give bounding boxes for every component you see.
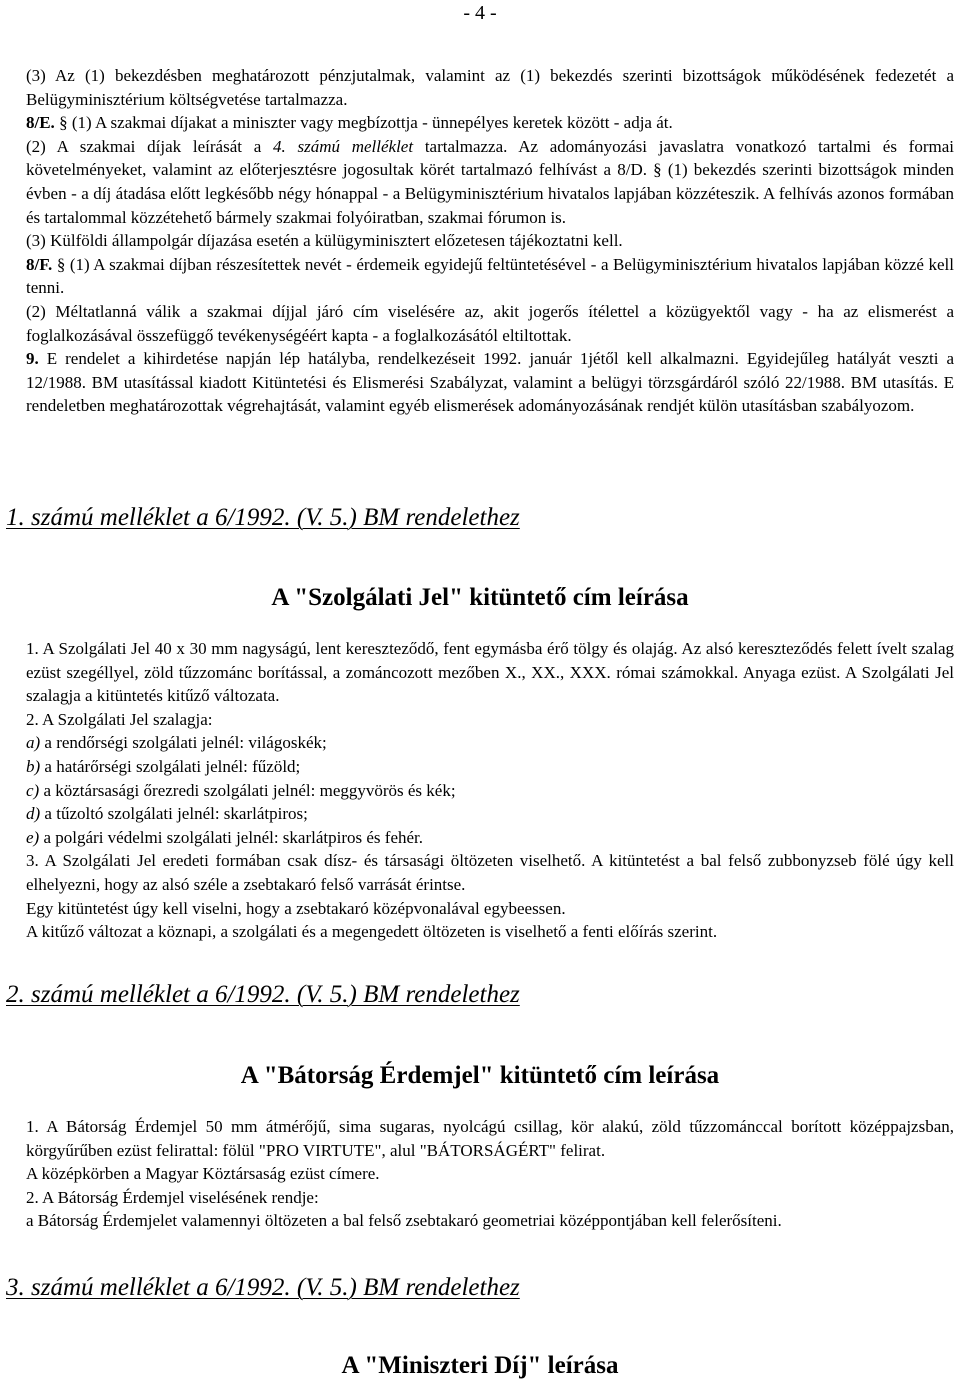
list-text: a tűzoltó szolgálati jelnél: skarlátpiros; bbox=[40, 804, 308, 824]
list-item bbox=[6, 802, 954, 826]
paragraph: (3) Külföldi állampolgár díjazása esetén a külügyminisztert előzetesen tájékoztatni kell. bbox=[26, 231, 623, 251]
list-letter: e) bbox=[26, 827, 40, 847]
annex-1-heading: 1. számú melléklet a 6/1992. (V. 5.) BM rendelethez bbox=[6, 504, 520, 531]
annex-2-heading: 2. számú melléklet a 6/1992. (V. 5.) BM rendelethez bbox=[6, 981, 520, 1008]
paragraph: (3) Az (1) bekezdésben meghatározott pénzjutalmak, valamint az (1) bekezdés szerinti bizottságok működésének fedezetét a Belügyminisztérium költségvetése tartalmazza. bbox=[26, 66, 954, 109]
section-label: 8/F. bbox=[26, 254, 53, 274]
annex-3-heading: 3. számú melléklet a 6/1992. (V. 5.) BM rendelethez bbox=[6, 1274, 520, 1301]
annex-2-title: A "Bátorság Érdemjel" kitüntető cím leírása bbox=[240, 1062, 720, 1089]
paragraph-text: § (1) A szakmai díjban részesítettek nevét - érdemeik egyidejű feltüntetésével - a Belügyminisztérium hivatalos lapjában közzé kell tenni. bbox=[26, 254, 954, 298]
paragraph bbox=[6, 135, 954, 229]
paragraph: (2) Méltatlanná válik a szakmai díjjal járó cím viselésére az, akit jogerős ítélettel a közügyektől vagy - ha az elismerést a foglalkozásával összefüggő tevékenységéért kapta - a foglalkozásától eltiltottak. bbox=[26, 301, 954, 345]
list-text: a rendőrségi szolgálati jelnél: világoskék; bbox=[40, 733, 327, 753]
section-label: 8/E. bbox=[26, 113, 55, 133]
paragraph: A középkörben a Magyar Köztársaság ezüst címere. bbox=[26, 1164, 380, 1184]
paragraph: 3. A Szolgálati Jel eredeti formában csak dísz- és társasági öltözeten viselhető. A kitüntetést a bal felső zubbonyzseb fölé úgy kell elhelyezni, hogy az alsó széle a zsebtakaró felső varrását érintse. bbox=[26, 851, 954, 894]
list-text: a határőrségi szolgálati jelnél: fűzöld; bbox=[40, 756, 301, 776]
paragraph: 2. A Szolgálati Jel szalagja: bbox=[26, 709, 213, 729]
paragraph: 1. A Bátorság Érdemjel 50 mm átmérőjű, sima sugaras, nyolcágú csillag, kör alakú, zöld tűzzománccal borított középpajzsban, körgyűrűben ezüst felirattal: fölül "PRO VIRTUTE", alul "BÁTORSÁGÉRT" felirat. bbox=[26, 1117, 954, 1160]
paragraph-text: (2) A szakmai díjak leírását a bbox=[26, 136, 273, 156]
list-letter: b) bbox=[26, 756, 41, 776]
list-item bbox=[6, 731, 954, 755]
list-item bbox=[6, 755, 954, 779]
list-item bbox=[6, 779, 954, 803]
paragraph bbox=[6, 111, 954, 135]
paragraph: Egy kitüntetést úgy kell viselni, hogy a zsebtakaró középvonalával egybeessen. bbox=[26, 898, 566, 918]
paragraph-text: § (1) A szakmai díjakat a miniszter vagy megbízottja - ünnepélyes keretek között - adja át. bbox=[59, 113, 673, 133]
page-number: - 4 - bbox=[463, 2, 497, 24]
paragraph bbox=[6, 347, 954, 418]
paragraph bbox=[6, 253, 954, 300]
annex-reference: 4. számú melléklet bbox=[272, 136, 414, 156]
list-letter: c) bbox=[26, 780, 40, 800]
list-letter: a) bbox=[26, 733, 41, 753]
list-letter: d) bbox=[26, 804, 41, 824]
section-top bbox=[6, 64, 954, 418]
paragraph: 2. A Bátorság Érdemjel viselésének rendje: bbox=[26, 1187, 319, 1207]
list-item bbox=[6, 826, 954, 850]
paragraph: a Bátorság Érdemjelet valamennyi öltözeten a bal felső zsebtakaró geometriai középpontjában kell felerősíteni. bbox=[26, 1211, 782, 1231]
annex-1-title: A "Szolgálati Jel" kitüntető cím leírása bbox=[271, 584, 689, 611]
paragraph: A kitűző változat a köznapi, a szolgálati és a megengedett öltözeten is viselhető a fenti előírás szerint. bbox=[26, 922, 718, 942]
section-label: 9. bbox=[26, 349, 39, 369]
list-text: a polgári védelmi szolgálati jelnél: skarlátpiros és fehér. bbox=[39, 827, 424, 847]
paragraph-text: E rendelet a kihirdetése napján lép hatályba, rendelkezéseit 1992. január 1jétől kell alkalmazni. Egyidejűleg hatályát veszti a 12/1988. BM utasítással kiadott Kitüntetési és Elismerési Szabályzat, valamint a belügyi törzsgárdáról szóló 22/1988. BM utasítás. E rendeletben meghatározottak végrehajtását, valamint egyéb elismerések adományozásának rendjét külön utasításban szabályozom. bbox=[26, 349, 954, 416]
paragraph: 1. A Szolgálati Jel 40 x 30 mm nagyságú, lent kereszteződő, fent egymásba érő tölgy és olajág. Az alsó kereszteződés felett ívelt szalag ezüst szegéllyel, zöld tűzzománc borítással, a zománcozott mezőben X., XX., XXX. római számokkal. Anyaga ezüst. A Szolgálati Jel szalagja a kitüntetés kitűző változata. bbox=[26, 639, 954, 706]
paragraph-text: tartalmazza. Az adományozási javaslatra vonatkozó tartalmi és formai követelményeket, valamint az előterjesztésre jogosultak körét tartalmazó felhívást a 8/D. § (1) bekezdés szerinti bizottságok minden évben - a díj átadása előtt legkésőbb négy hónappal - a Belügyminisztérium hivatalos lapjában közzéteszik. A felhívás azonos formában és tartalommal közzétehető bármely szakmai folyóiratban, szakmai fórumon is. bbox=[26, 136, 954, 227]
annex-2-body bbox=[6, 1115, 954, 1233]
list-text: a köztársasági őrezredi szolgálati jelnél: meggyvörös és kék; bbox=[39, 780, 456, 800]
annex-1-body bbox=[6, 637, 954, 944]
annex-3-title: A "Miniszteri Díj" leírása bbox=[341, 1352, 619, 1379]
